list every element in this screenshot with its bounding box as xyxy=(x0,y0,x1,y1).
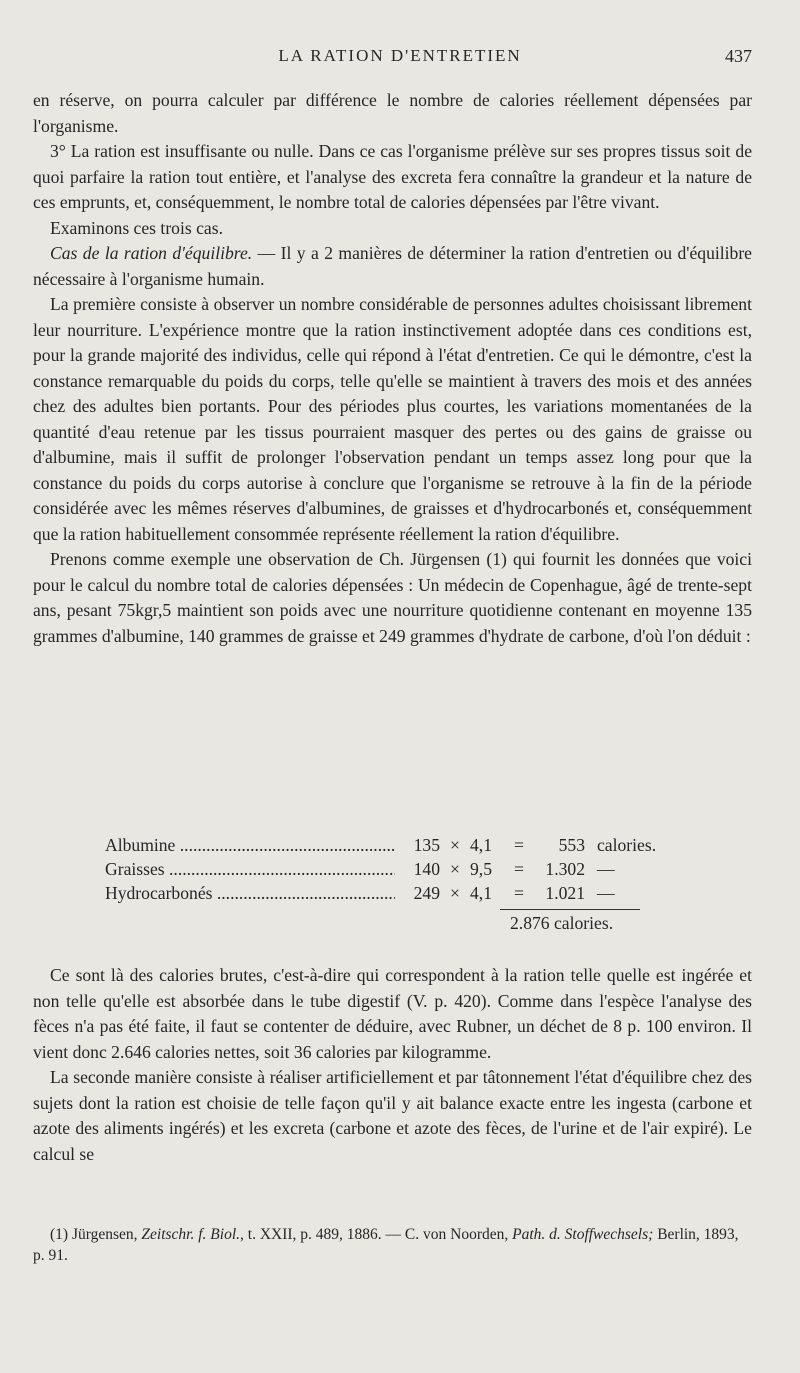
journal-title: Zeitschr. f. Biol. xyxy=(141,1226,241,1243)
calc-operator: × xyxy=(450,859,460,879)
paragraph: 3° La ration est insuffisante ou nulle. Dans ce cas l'organisme prélève sur ses propres tissus soit de quoi parfaire la ration tout entière, et l'analyse des excreta fera connaître la grandeur et la nature de ces emprunts, et, conséquemment, le nombre total de calories dépensées par l'être vivant. xyxy=(33,141,752,212)
calc-label: Graisses ..... xyxy=(105,857,395,881)
footnote-text: Berlin, 1893, p. 91. xyxy=(33,1226,739,1264)
calc-quantity: 249 xyxy=(413,883,440,903)
calc-operator: × xyxy=(450,883,460,903)
calc-unit: — xyxy=(597,859,615,879)
paragraph: La première consiste à observer un nombre considérable de personnes adultes choisissant librement leur nourriture. L'expérience montre que la ration instinctivement adoptée dans ces conditions est, pour la grande majorité des individus, celle qui répond à l'état d'entretien. Ce qui le démontre, c'est la constance remarquable du poids du corps, telle qu'elle se maintient à travers des mois et des années chez des adultes bien portants. Pour des périodes plus courtes, les variations momentanées de la quantité d'eau retenue par les tissus pourraient masquer des pertes ou des gains de graisse ou d'albumine, mais il suffit de prolonger l'observation pendant un temps assez long pour que la constance du poids du corps autorise à conclure que l'organisme se retrouve à la fin de la période considérée avec les mêmes réserves d'albumines, de graisses et d'hydrocarbonés et, conséquemment que la ration habituellement consommée représente réellement la ration d'équilibre. xyxy=(33,294,752,544)
calc-quantity: 140 xyxy=(413,859,440,879)
calc-equals: = xyxy=(514,835,524,855)
footnote-text: (1) Jürgensen, xyxy=(50,1226,142,1243)
calc-value: 1.302 xyxy=(545,859,585,879)
footnote xyxy=(33,1224,752,1266)
body-text xyxy=(33,88,752,649)
sum-rule xyxy=(500,909,640,910)
calc-coefficient: 4,1 xyxy=(470,835,492,855)
calc-coefficient: 9,5 xyxy=(470,859,492,879)
calorie-calculation xyxy=(105,833,675,933)
calc-coefficient: 4,1 xyxy=(470,883,492,903)
calc-unit: calories. xyxy=(597,835,657,855)
calc-label: Hydrocarbonés ..... xyxy=(105,881,395,905)
paragraph: en réserve, on pourra calculer par différence le nombre de calories réellement dépensées par l'organisme. xyxy=(33,90,752,136)
calc-operator: × xyxy=(450,835,460,855)
calc-row xyxy=(105,881,675,905)
calc-row xyxy=(105,857,675,881)
calc-value: 1.021 xyxy=(545,883,585,903)
paragraph: La seconde manière consiste à réaliser artificiellement et par tâtonnement l'état d'équilibre chez des sujets dont la ration est choisie de telle façon qu'il y ait balance exacte entre les ingesta (carbone et azote des aliments ingérés) et les excreta (carbone et azote des fèces, de l'urine et de l'air expiré). Le calcul se xyxy=(33,1067,752,1164)
calc-value: 553 xyxy=(558,835,585,855)
calc-row xyxy=(105,833,675,857)
paragraph: Examinons ces trois cas. xyxy=(50,217,223,238)
calc-equals: = xyxy=(514,859,524,879)
footnote-text: , t. XXII, p. 489, 1886. — C. von Noorden, xyxy=(240,1226,513,1243)
calc-equals: = xyxy=(514,883,524,903)
running-title: LA RATION D'ENTRETIEN xyxy=(278,46,522,65)
paragraph: Ce sont là des calories brutes, c'est-à-dire qui correspondent à la ration telle quelle est ingérée et non telle qu'elle est absorbée dans le tube digestif (V. p. 420). Comme dans l'espèce l'analyse des fèces n'a pas été faite, il faut se contenter de déduire, avec Rubner, un déchet de 8 p. 100 environ. Il vient donc 2.646 calories nettes, soit 36 calories par kilogramme. xyxy=(33,965,752,1062)
calc-label: Albumine ..... xyxy=(105,833,395,857)
page-number: 437 xyxy=(725,46,752,66)
page-header xyxy=(0,46,800,76)
paragraph-text: — Il y a 2 manières de déterminer la ration d'entretien ou d'équilibre nécessaire à l'organisme humain. xyxy=(33,243,752,289)
paragraph: Prenons comme exemple une observation de Ch. Jürgensen (1) qui fournit les données que voici pour le calcul du nombre total de calories dépensées : Un médecin de Copenhague, âgé de trente-sept ans, pesant 75kgr,5 maintient son poids avec une nourriture quotidienne contenant en moyenne 135 grammes d'albumine, 140 grammes de graisse et 249 grammes d'hydrate de carbone, d'où l'on déduit : xyxy=(33,549,752,646)
book-title: Path. d. Stoffwechsels; xyxy=(512,1226,654,1243)
section-heading: Cas de la ration d'équilibre. xyxy=(50,243,253,263)
body-text-continued xyxy=(33,963,752,1167)
calc-quantity: 135 xyxy=(413,835,440,855)
calc-unit: — xyxy=(597,883,615,903)
calc-total: 2.876 calories. xyxy=(510,913,614,933)
paragraph xyxy=(33,241,752,292)
